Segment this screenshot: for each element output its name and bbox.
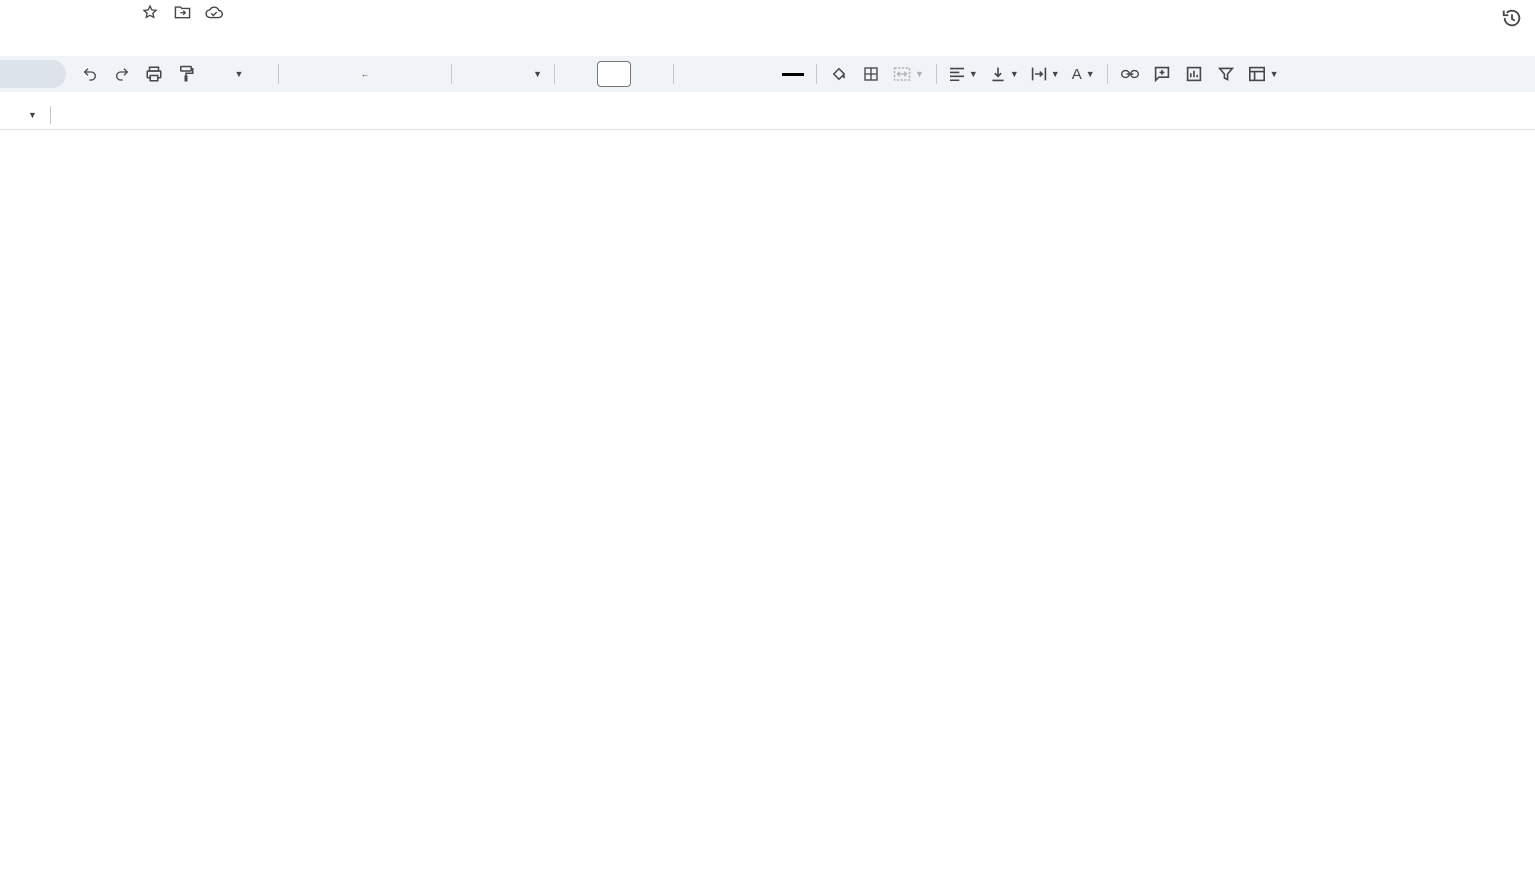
font-size-input[interactable] [597, 61, 631, 87]
functions-button[interactable] [1287, 60, 1315, 88]
filter-icon[interactable] [1212, 60, 1240, 88]
italic-button[interactable] [714, 60, 742, 88]
paint-format-icon[interactable] [172, 60, 200, 88]
formula-bar [0, 100, 1535, 130]
arrow-left-icon: ← [360, 69, 370, 79]
fill-color-icon[interactable] [825, 60, 853, 88]
chevron-down-icon: ▼ [1085, 69, 1095, 79]
redo-icon[interactable] [108, 60, 136, 88]
insert-comment-icon[interactable] [1148, 60, 1176, 88]
percent-format-button[interactable] [319, 60, 347, 88]
undo-icon[interactable] [76, 60, 104, 88]
increase-decimal-button[interactable] [383, 60, 411, 88]
toolbar-divider [554, 64, 555, 84]
font-family-select[interactable] [460, 60, 546, 88]
text-color-button[interactable] [778, 60, 808, 88]
toolbar-divider [936, 64, 937, 84]
chevron-down-icon: ▼ [1009, 69, 1019, 79]
insert-chart-icon[interactable] [1180, 60, 1208, 88]
chevron-down-icon: ▼ [915, 69, 924, 79]
number-format-button[interactable] [415, 60, 443, 88]
decrease-decimal-button[interactable] [351, 60, 379, 88]
increase-font-size-button[interactable] [637, 60, 665, 88]
toolbar-divider [1107, 64, 1108, 84]
chevron-down-icon: ▼ [533, 69, 542, 79]
title-bar [0, 0, 1535, 24]
merge-cells-icon[interactable] [889, 60, 928, 88]
formula-bar-divider [50, 106, 51, 124]
borders-icon[interactable] [857, 60, 885, 88]
table-view-icon[interactable] [1244, 60, 1283, 88]
name-box-dropdown-icon[interactable]: ▼ [28, 110, 37, 120]
text-rotation-glyph: A [1071, 65, 1082, 83]
chevron-down-icon: ▼ [1269, 69, 1279, 79]
star-icon[interactable] [141, 3, 159, 21]
version-history-icon[interactable] [1501, 7, 1523, 29]
toolbar-divider [278, 64, 279, 84]
chevron-down-icon: ▼ [968, 69, 978, 79]
toolbar-divider [451, 64, 452, 84]
chevron-down-icon: ▼ [234, 69, 244, 79]
currency-format-button[interactable] [287, 60, 315, 88]
toolbar [0, 56, 1535, 92]
text-wrapping-icon[interactable] [1027, 60, 1064, 88]
spreadsheet-grid [0, 130, 1535, 870]
zoom-select[interactable] [204, 60, 270, 88]
print-icon[interactable] [140, 60, 168, 88]
text-rotation-icon[interactable] [1068, 60, 1099, 88]
cloud-status-icon[interactable] [205, 3, 223, 21]
menus-button[interactable] [0, 60, 66, 88]
insert-link-icon[interactable] [1116, 60, 1144, 88]
vertical-align-icon[interactable] [986, 60, 1023, 88]
decrease-font-size-button[interactable] [563, 60, 591, 88]
bold-button[interactable] [682, 60, 710, 88]
text-color-swatch [782, 73, 804, 76]
toolbar-divider [673, 64, 674, 84]
toolbar-divider [816, 64, 817, 84]
chevron-down-icon: ▼ [1050, 69, 1060, 79]
move-folder-icon[interactable] [173, 3, 191, 21]
strikethrough-button[interactable] [746, 60, 774, 88]
horizontal-align-icon[interactable] [945, 60, 982, 88]
